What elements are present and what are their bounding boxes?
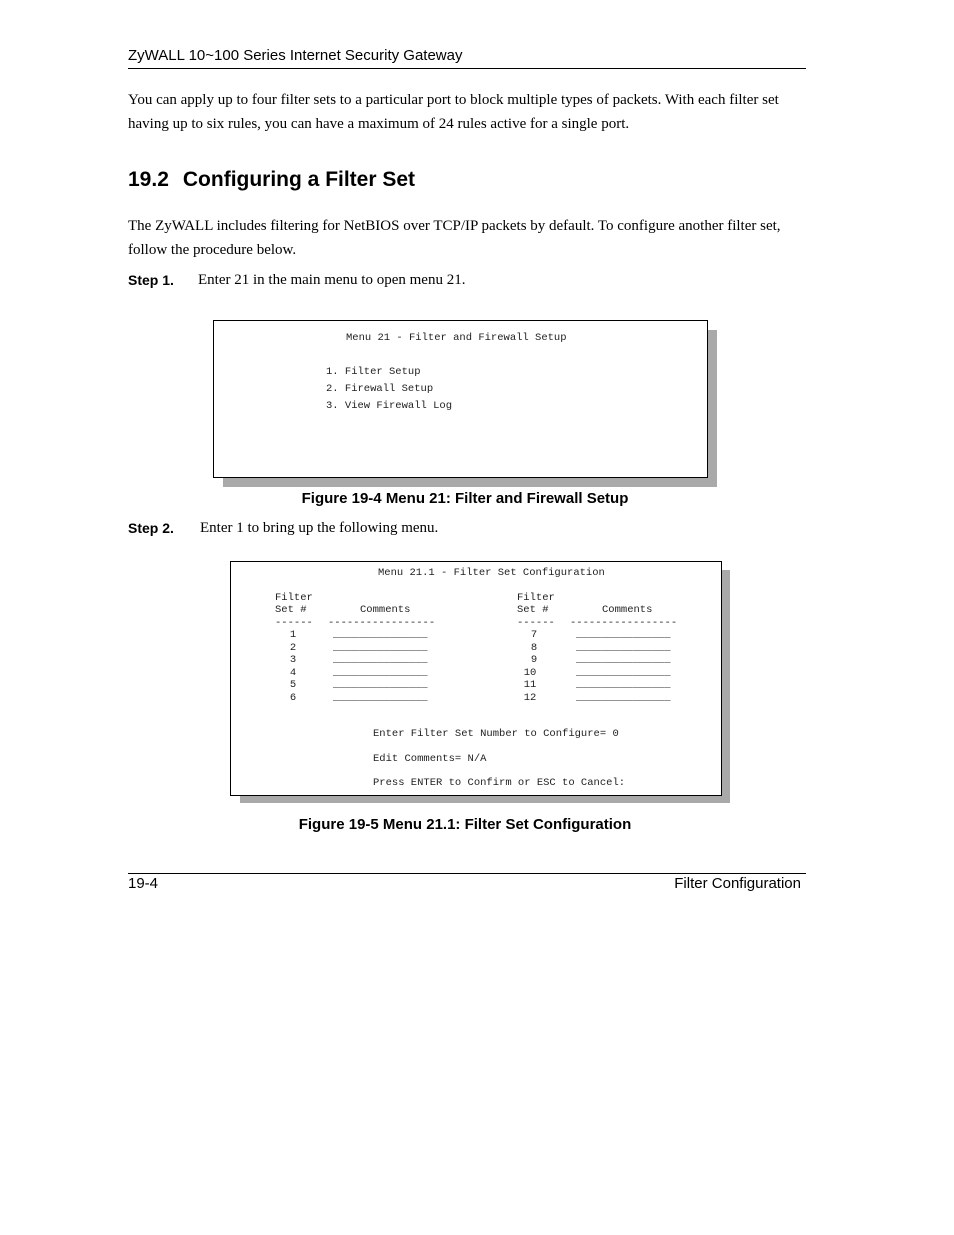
menu21-screen <box>213 320 708 478</box>
header-rule <box>128 68 806 69</box>
figure-19-5-caption: Figure 19-5 Menu 21.1: Filter Set Configuration <box>298 816 632 833</box>
filter-set-comment-field[interactable]: _______________ <box>333 654 428 666</box>
filter-set-comment-field[interactable]: _______________ <box>333 691 428 704</box>
figure-19-4-caption: Figure 19-4 Menu 21: Filter and Firewall Setup <box>301 490 629 507</box>
filter-set-comment-field[interactable]: _______________ <box>333 629 428 641</box>
step-2-label: Step 2. <box>128 520 174 536</box>
menu21-title: Menu 21 - Filter and Firewall Setup <box>346 332 567 344</box>
filter-set-comment-field[interactable]: _______________ <box>576 666 671 679</box>
section-number: 19.2 <box>128 168 169 191</box>
filter-set-number: 11 <box>523 679 537 691</box>
page-header-title: ZyWALL 10~100 Series Internet Security Gateway <box>128 47 463 64</box>
step-1-text: Enter 21 in the main menu to open menu 21. <box>198 272 466 288</box>
step-2 <box>128 520 174 538</box>
filter-set-comment-field[interactable]: _______________ <box>333 641 428 654</box>
filter-set-comment-field[interactable]: _______________ <box>576 691 671 704</box>
menu21-item-filter-setup[interactable]: 1. Filter Setup <box>326 366 421 378</box>
filter-set-number: 6 <box>289 691 297 704</box>
filter-set-number: 7 <box>530 629 538 641</box>
left-header-comments: Comments <box>360 604 411 616</box>
prompt-confirm-cancel: Press ENTER to Confirm or ESC to Cancel: <box>373 777 626 789</box>
step-2-text: Enter 1 to bring up the following menu. <box>200 520 439 536</box>
prompt-edit-comments[interactable]: Edit Comments= N/A <box>373 753 487 765</box>
menu21-1-screen <box>230 561 722 796</box>
filter-set-number: 3 <box>289 654 297 666</box>
filter-set-comment-field[interactable]: _______________ <box>576 641 671 654</box>
footer-section-name: Filter Configuration <box>674 875 801 892</box>
filter-set-number: 12 <box>523 691 537 704</box>
filter-set-number: 5 <box>289 679 297 691</box>
right-header-comments: Comments <box>602 604 653 616</box>
step-1 <box>128 272 174 290</box>
filter-set-comment-field[interactable]: _______________ <box>333 679 428 691</box>
left-header-filter: Filter <box>275 592 313 604</box>
filter-set-comment-field[interactable]: _______________ <box>576 679 671 691</box>
prompt-configure-set-number[interactable]: Enter Filter Set Number to Configure= 0 <box>373 728 619 740</box>
right-header-set: Set # <box>517 604 549 616</box>
left-header-set: Set # <box>275 604 307 616</box>
section-heading <box>128 168 415 192</box>
left-divider-comments: ----------------- <box>328 617 436 629</box>
footer-rule <box>128 873 806 874</box>
filter-set-comment-field[interactable]: _______________ <box>333 666 428 679</box>
filter-set-comment-field[interactable]: _______________ <box>576 629 671 641</box>
right-divider-set: ------ <box>517 617 555 629</box>
filter-set-number: 8 <box>530 641 538 654</box>
right-divider-comments: ----------------- <box>570 617 678 629</box>
left-divider-set: ------ <box>275 617 313 629</box>
menu21-item-view-firewall-log[interactable]: 3. View Firewall Log <box>326 400 453 412</box>
intro-paragraph: You can apply up to four filter sets to a particular port to block multiple types of packets. With each filter set having up to six rules, you can have a maximum of 24 rules active for a single port. <box>128 92 779 132</box>
menu21-item-firewall-setup[interactable]: 2. Firewall Setup <box>326 383 434 395</box>
section-title: Configuring a Filter Set <box>182 168 416 191</box>
filter-set-number: 4 <box>289 666 297 679</box>
filter-set-comment-field[interactable]: _______________ <box>576 654 671 666</box>
footer-page-number: 19-4 <box>128 875 159 892</box>
step-1-label: Step 1. <box>128 272 174 288</box>
section-paragraph: The ZyWALL includes filtering for NetBIOS over TCP/IP packets by default. To configure another filter set, follow the procedure below. <box>128 218 781 258</box>
filter-set-number: 2 <box>289 641 297 654</box>
right-header-filter: Filter <box>517 592 555 604</box>
filter-set-number: 1 <box>289 629 297 641</box>
filter-set-number: 10 <box>523 666 537 679</box>
filter-set-number: 9 <box>530 654 538 666</box>
menu21-1-title: Menu 21.1 - Filter Set Configuration <box>378 567 605 579</box>
